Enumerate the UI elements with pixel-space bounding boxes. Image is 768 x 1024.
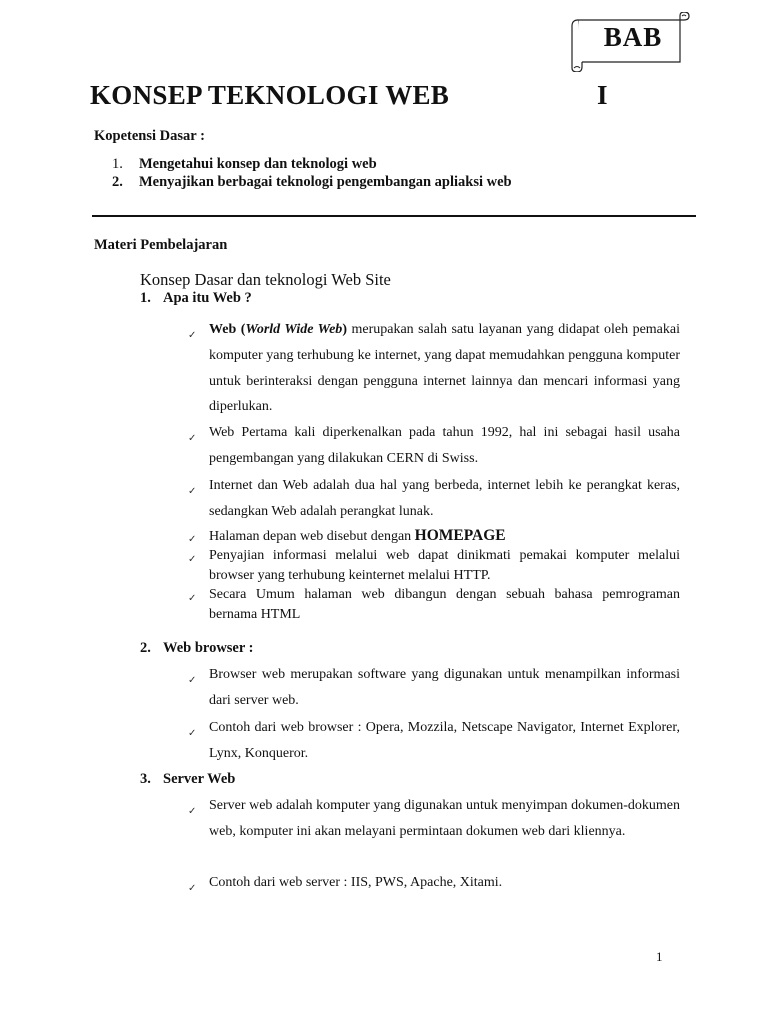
kompetensi-item-text: Mengetahui konsep dan teknologi web: [139, 156, 377, 172]
section-title: Apa itu Web ?: [163, 290, 252, 306]
bullet-text: Contoh dari web server : IIS, PWS, Apache, Xitami.: [209, 875, 503, 890]
section-heading: [140, 290, 252, 307]
checkmark-icon: ✓: [188, 728, 197, 739]
list-item: [188, 870, 680, 896]
bullet-text: Secara Umum halaman web dibangun dengan sebuah bahasa pemrograman bernama HTML: [209, 587, 680, 622]
bab-label: BAB: [603, 22, 663, 52]
checkmark-icon: ✓: [188, 534, 197, 545]
section-heading: [140, 771, 235, 788]
bullet-text: Server web adalah komputer yang digunakan untuk menyimpan dokumen-dokumen web, komputer ini akan melayani permintaan dokumen web dari kliennya.: [209, 798, 680, 839]
bullet-emphasis: HOMEPAGE: [414, 527, 506, 544]
bullet-text: Browser web merupakan software yang digunakan untuk menampilkan informasi dari server web.: [209, 667, 680, 708]
chapter-number: I: [597, 80, 608, 110]
kompetensi-item-number: 2.: [112, 174, 123, 190]
page-number: 1: [656, 949, 663, 964]
list-item: [188, 526, 680, 547]
checkmark-icon: ✓: [188, 330, 197, 341]
kompetensi-item-text: Menyajikan berbagai teknologi pengembangan apliaksi web: [139, 174, 512, 190]
chapter-scroll-banner: [568, 12, 690, 72]
list-item: [188, 473, 680, 525]
bullet-text: Internet dan Web adalah dua hal yang berbeda, internet lebih ke perangkat keras, sedangkan Web adalah perangkat lunak.: [209, 478, 680, 519]
kompetensi-list: [112, 156, 512, 192]
checkmark-icon: ✓: [188, 806, 197, 817]
checkmark-icon: ✓: [188, 883, 197, 894]
section-number: 2.: [140, 640, 151, 656]
section-number: 3.: [140, 771, 151, 787]
section-divider: [92, 215, 696, 217]
list-item: [188, 420, 680, 472]
checkmark-icon: ✓: [188, 554, 197, 565]
list-item: [188, 715, 680, 767]
list-item: [188, 793, 680, 845]
checkmark-icon: ✓: [188, 593, 197, 604]
kompetensi-heading: Kopetensi Dasar :: [94, 128, 205, 144]
bullet-text: Web Pertama kali diperkenalkan pada tahun 1992, hal ini sebagai hasil usaha pengembangan yang dilakukan CERN di Swiss.: [209, 425, 680, 466]
list-item: [188, 546, 680, 586]
section-number: 1.: [140, 290, 151, 306]
materi-subtitle: Konsep Dasar dan teknologi Web Site: [140, 270, 391, 289]
bullet-lead-italic: World Wide Web: [245, 322, 343, 337]
list-item: [188, 585, 680, 625]
kompetensi-item: [112, 174, 512, 192]
bullet-lead: Web (: [209, 322, 246, 337]
list-item: [188, 662, 680, 714]
checkmark-icon: ✓: [188, 675, 197, 686]
checkmark-icon: ✓: [188, 433, 197, 444]
list-item: [188, 317, 680, 420]
bullet-text: Penyajian informasi melalui web dapat dinikmati pemakai komputer melalui browser yang terhubung keinternet melalui HTTP.: [209, 548, 680, 583]
page-title: KONSEP TEKNOLOGI WEB: [90, 80, 450, 110]
section-title: Web browser :: [163, 640, 254, 656]
kompetensi-item: [112, 156, 512, 174]
bullet-text: merupakan salah satu layanan yang didapat oleh pemakai komputer yang terhubung ke internet, yang dapat memudahkan pengguna komputer untuk berinteraksi dengan pengguna internet lainnya dan mencari informasi yang diperlukan.: [209, 322, 680, 415]
bullet-text: Contoh dari web browser : Opera, Mozzila, Netscape Navigator, Internet Explorer, Lynx, Konqueror.: [209, 720, 680, 761]
materi-heading: Materi Pembelajaran: [94, 237, 228, 253]
bullet-text: Halaman depan web disebut dengan: [209, 529, 415, 544]
kompetensi-item-number: 1.: [112, 156, 123, 172]
checkmark-icon: ✓: [188, 486, 197, 497]
section-title: Server Web: [163, 771, 236, 787]
section-heading: [140, 640, 254, 657]
bullet-lead-close: ): [342, 322, 347, 337]
